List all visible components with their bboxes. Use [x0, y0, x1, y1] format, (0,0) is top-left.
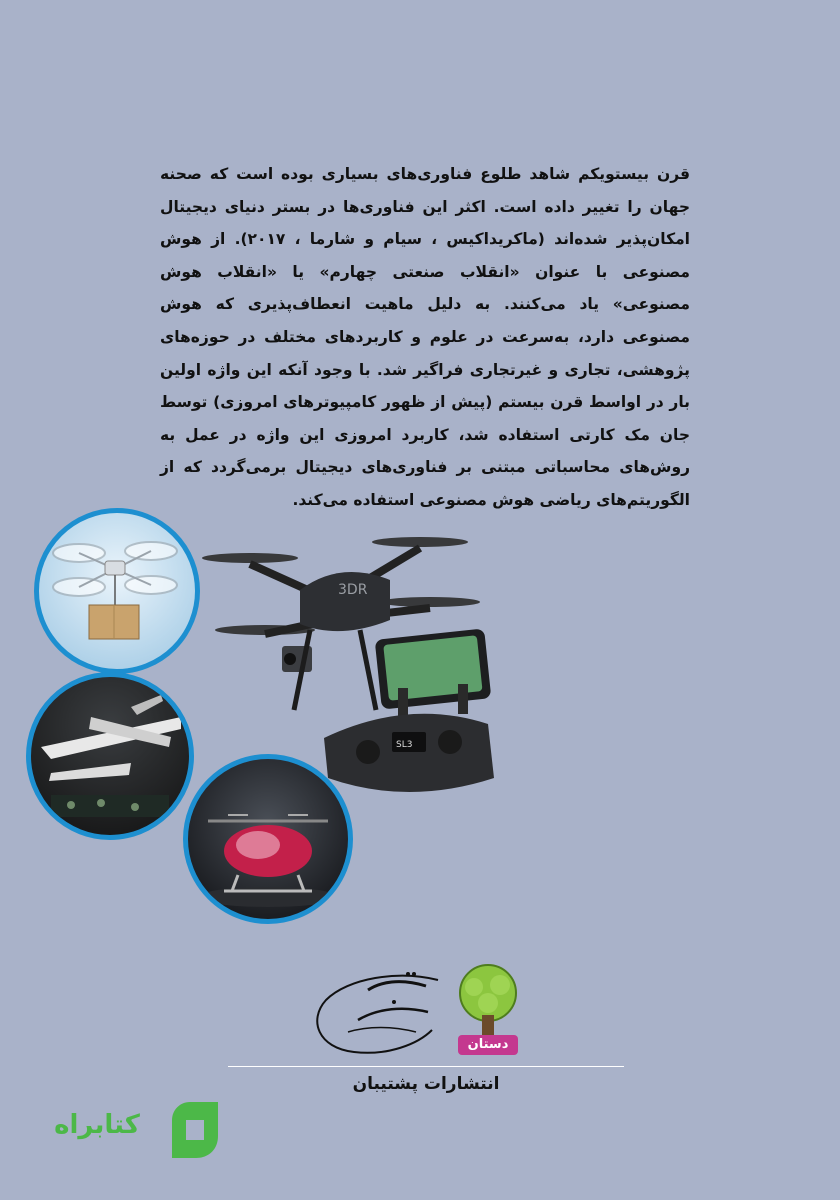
publisher-logos	[0, 955, 840, 1075]
delivery-drone-image	[34, 508, 200, 674]
drone-illustration	[0, 500, 840, 940]
quad-brand-label: 3DR	[338, 582, 368, 598]
ketabrah-name: کتابراه	[54, 1110, 140, 1140]
divider-line	[228, 1066, 624, 1067]
poshtiban-logo	[308, 960, 448, 1060]
remote-screen-label: SL3	[396, 740, 413, 750]
publisher-name: انتشارات پشتیبان	[352, 1074, 500, 1094]
dastan-logo-text: دستان	[467, 1037, 509, 1052]
military-drone-image	[26, 672, 194, 840]
body-paragraph: قرن بیستویکم شاهد طلوع فناوری‌های بسیاری بوده است که صحنه جهان را تغییر داده است. اکثر این فناوری‌ها در بستر دنیای دیجیتال امکان‌پذیر شده‌اند (ماکریداکیس ، سیام و شارما ، ۲۰۱۷). از هوش مصنوعی با عنوان «انقلاب صنعتی چهارم» یا «انقلاب هوش مصنوعی» یاد می‌کنند. به دلیل ماهیت انعطاف‌پذیری که هوش مصنوعی دارد، به‌سرعت در علوم و کاربردهای مختلف در حوزه‌های پژوهشی، تجاری و غیرتجاری فراگیر شد. با وجود آنکه این واژه اولین بار در اواسط قرن بیستم (پیش از ظهور کامپیوترهای امروزی) توسط جان مک کارتی استفاده شد، کاربرد امروزی این واژه در عمل به روش‌های محاسباتی مبتنی بر فناوری‌های دیجیتال برمی‌گردد که از الگوریتم‌های ریاضی هوش مصنوعی استفاده می‌کند.	[160, 165, 690, 509]
back-cover-text	[160, 158, 690, 517]
remote-controller-image	[318, 628, 498, 808]
